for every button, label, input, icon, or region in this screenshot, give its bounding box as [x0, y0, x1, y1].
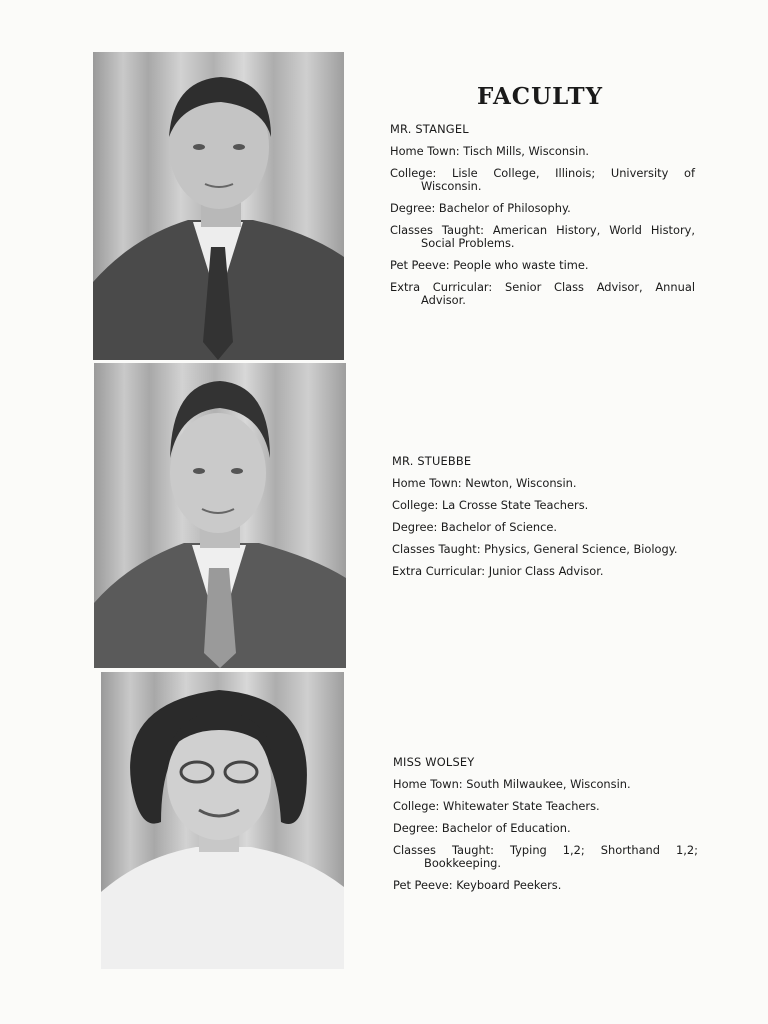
portrait-photo-stangel	[93, 52, 344, 360]
pet-peeve: Pet Peeve: Keyboard Peekers.	[393, 878, 562, 892]
classes-taught: Classes Taught: American History, World History, Social Problems.	[390, 223, 695, 250]
college: College: La Crosse State Teachers.	[392, 498, 589, 512]
page-title: FACULTY	[476, 83, 604, 111]
faculty-bio-stuebbe	[392, 455, 697, 587]
faculty-bio-stangel	[390, 123, 695, 316]
faculty-bio-wolsey	[393, 756, 698, 901]
classes-taught: Classes Taught: Physics, General Science, Biology.	[392, 542, 678, 556]
faculty-name: MISS WOLSEY	[393, 755, 475, 769]
extra-curricular: Extra Curricular: Senior Class Advisor, Annual Advisor.	[390, 280, 695, 307]
college: College: Whitewater State Teachers.	[393, 799, 600, 813]
extra-curricular: Extra Curricular: Junior Class Advisor.	[392, 564, 604, 578]
pet-peeve: Pet Peeve: People who waste time.	[390, 258, 589, 272]
home-town: Home Town: Tisch Mills, Wisconsin.	[390, 144, 590, 158]
portrait-photo-wolsey	[101, 672, 344, 969]
home-town: Home Town: Newton, Wisconsin.	[392, 476, 577, 490]
faculty-name: MR. STANGEL	[390, 122, 469, 136]
portrait-photo-stuebbe	[94, 363, 346, 668]
college: College: Lisle College, Illinois; University of Wisconsin.	[390, 166, 695, 193]
faculty-name: MR. STUEBBE	[392, 454, 472, 468]
classes-taught: Classes Taught: Typing 1,2; Shorthand 1,2; Bookkeeping.	[393, 843, 698, 870]
degree: Degree: Bachelor of Science.	[392, 520, 558, 534]
home-town: Home Town: South Milwaukee, Wisconsin.	[393, 777, 631, 791]
degree: Degree: Bachelor of Philosophy.	[390, 201, 571, 215]
degree: Degree: Bachelor of Education.	[393, 821, 571, 835]
